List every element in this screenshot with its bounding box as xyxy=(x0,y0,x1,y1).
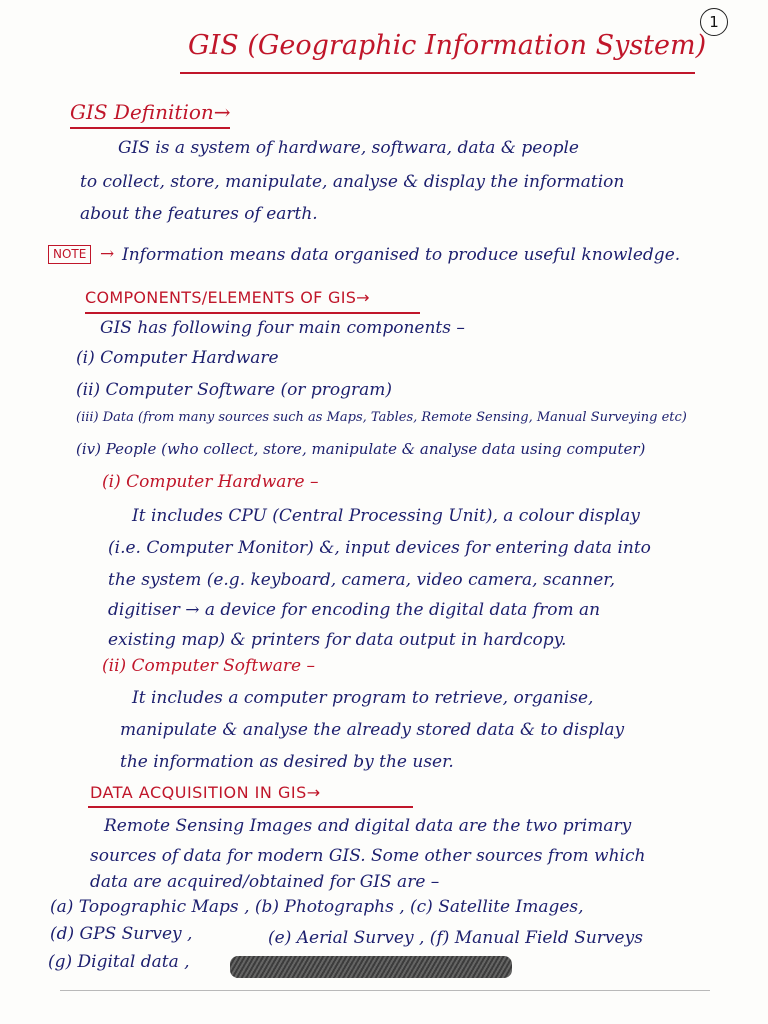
page-number: 1 xyxy=(700,8,728,36)
arrow-icon: → xyxy=(213,100,231,124)
software-line-2: manipulate & analyse the already stored data & to display xyxy=(120,720,625,740)
hardware-line-4: digitiser → a device for encoding the digital data from an xyxy=(108,600,601,620)
software-line-1: It includes a computer program to retrieve, organise, xyxy=(132,688,594,708)
components-intro: GIS has following four main components – xyxy=(100,318,465,338)
definition-line-2: to collect, store, manipulate, analyse & display the information xyxy=(80,172,625,192)
sources-row-2b: (e) Aerial Survey , (f) Manual Field Surveys xyxy=(268,928,643,948)
component-item-1: (i) Computer Hardware xyxy=(76,348,279,368)
acquisition-underline xyxy=(88,806,413,808)
arrow-icon: → xyxy=(100,244,115,264)
acquisition-line-1: Remote Sensing Images and digital data are the two primary xyxy=(104,816,632,836)
note-text: Information means data organised to produce useful knowledge. xyxy=(122,245,681,265)
title-underline xyxy=(180,72,695,74)
acquisition-line-2: sources of data for modern GIS. Some other sources from which xyxy=(90,846,646,866)
arrow-icon: → xyxy=(356,288,370,307)
component-item-2: (ii) Computer Software (or program) xyxy=(76,380,392,400)
components-heading: COMPONENTS/ELEMENTS OF GIS→ xyxy=(85,288,370,307)
hardware-line-5: existing map) & printers for data output in hardcopy. xyxy=(108,630,567,650)
note-badge: NOTE xyxy=(48,245,91,264)
hardware-line-2: (i.e. Computer Monitor) &, input devices for entering data into xyxy=(108,538,651,558)
arrow-icon: → xyxy=(306,783,321,802)
definition-line-1: GIS is a system of hardware, softwara, data & people xyxy=(118,138,579,158)
definition-underline xyxy=(70,127,230,129)
software-line-3: the information as desired by the user. xyxy=(120,752,454,772)
definition-line-3: about the features of earth. xyxy=(80,204,318,224)
component-item-3: (iii) Data (from many sources such as Maps, Tables, Remote Sensing, Manual Surveying etc) xyxy=(76,410,687,425)
page-bottom-rule xyxy=(60,990,710,991)
sources-row-1: (a) Topographic Maps , (b) Photographs , (c) Satellite Images, xyxy=(50,897,584,917)
acquisition-line-3: data are acquired/obtained for GIS are – xyxy=(90,872,440,892)
hardware-line-1: It includes CPU (Central Processing Unit), a colour display xyxy=(132,506,640,526)
software-heading: (ii) Computer Software – xyxy=(102,656,315,676)
acquisition-heading: DATA ACQUISITION IN GIS→ xyxy=(90,783,321,802)
hardware-heading: (i) Computer Hardware – xyxy=(102,472,319,492)
components-underline xyxy=(85,312,420,314)
scribbled-out-text xyxy=(230,956,512,978)
definition-heading: GIS Definition→ xyxy=(70,100,231,124)
sources-row-2a: (d) GPS Survey , xyxy=(50,924,193,944)
sources-row-3: (g) Digital data , xyxy=(48,952,190,972)
hardware-line-3: the system (e.g. keyboard, camera, video camera, scanner, xyxy=(108,570,615,590)
page-title: GIS (Geographic Information System) xyxy=(188,30,707,61)
component-item-4: (iv) People (who collect, store, manipulate & analyse data using computer) xyxy=(76,440,646,458)
